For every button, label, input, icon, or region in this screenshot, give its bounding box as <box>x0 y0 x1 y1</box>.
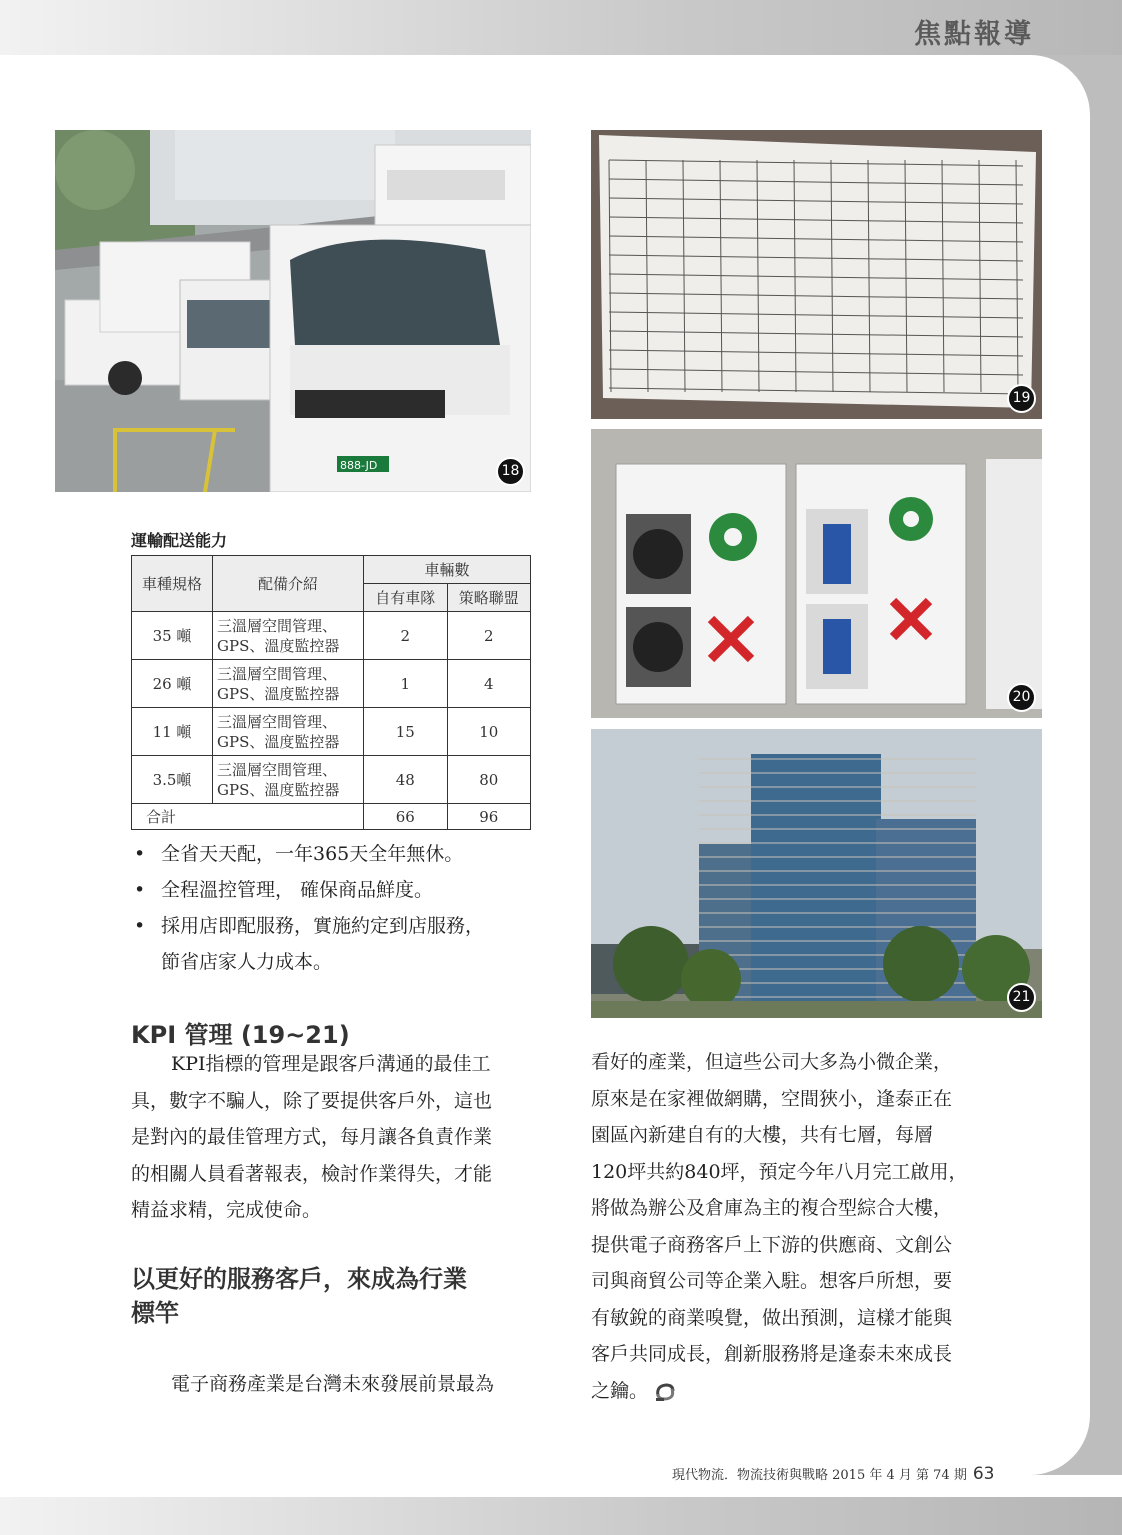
fleet-table <box>131 555 531 830</box>
footer-bar <box>0 1497 1122 1535</box>
text-line: 提供電子商務客戶上下游的供應商、文創公 <box>591 1233 953 1256</box>
header-equipment: 配備介紹 <box>213 556 364 612</box>
page-footer <box>672 1464 994 1484</box>
text-line: 電子商務產業是台灣未來發展前景最為 <box>171 1373 495 1395</box>
equipment-line: 三溫層空間管理、 <box>217 616 338 635</box>
cell-own: 48 <box>364 756 448 804</box>
cell-equipment <box>213 708 364 756</box>
text-line: 將做為辦公及倉庫為主的複合型綜合大樓， <box>591 1197 953 1219</box>
kpi-heading: KPI 管理 (19~21) <box>131 1021 350 1049</box>
cell-alliance: 80 <box>447 756 531 804</box>
text-line: 有敏銳的商業嗅覺，做出預測，這樣才能與 <box>591 1306 953 1329</box>
text-line: 司與商貿公司等企業入駐。想客戶所想，要 <box>591 1270 953 1292</box>
cell-spec: 35 噸 <box>132 612 213 660</box>
equipment-line: GPS、溫度監控器 <box>217 636 340 655</box>
equipment-line: GPS、溫度監控器 <box>217 780 340 799</box>
cell-total-alliance: 96 <box>447 804 531 830</box>
header-vehicle-count: 車輛數 <box>364 556 531 584</box>
text-line: 園區內新建自有的大樓，共有七層，每層 <box>591 1124 934 1146</box>
text-line: 120坪共約840坪，預定今年八月完工啟用， <box>591 1160 968 1183</box>
table-row <box>132 756 531 804</box>
cell-alliance: 2 <box>447 612 531 660</box>
cell-spec: 26 噸 <box>132 660 213 708</box>
text-line: 是對內的最佳管理方式，每月讓各負責作業 <box>131 1126 493 1148</box>
section-tag: 焦點報導 <box>914 19 1034 50</box>
cell-own: 15 <box>364 708 448 756</box>
photo-number-19: 19 <box>1007 384 1036 413</box>
service-heading-line: 以更好的服務客戶，來成為行業 <box>131 1265 467 1293</box>
photo-number-18: 18 <box>496 457 525 486</box>
cell-own: 2 <box>364 612 448 660</box>
cell-spec: 11 噸 <box>132 708 213 756</box>
header-spec: 車種規格 <box>132 556 213 612</box>
text-line: 客戶共同成長，創新服務將是逢泰未來成長 <box>591 1343 953 1365</box>
text-line: 的相關人員看著報表，檢討作業得失，才能 <box>131 1162 493 1185</box>
table-row <box>132 708 531 756</box>
header-alliance: 策略聯盟 <box>447 584 531 612</box>
bullet-item: • 全程溫控管理， 確保商品鮮度。 <box>131 872 541 908</box>
page-number: 63 <box>972 1464 995 1484</box>
photo-sop-posters <box>591 429 1042 718</box>
cell-spec: 3.5噸 <box>132 756 213 804</box>
equipment-line: 三溫層空間管理、 <box>217 712 338 731</box>
text-line: 看好的產業，但這些公司大多為小微企業， <box>591 1051 953 1073</box>
text-line: 原來是在家裡做網購，空間狹小，逢泰正在 <box>591 1087 953 1110</box>
photo-kpi-sheet <box>591 130 1042 419</box>
service-heading <box>131 1262 541 1330</box>
photo-number-21: 21 <box>1007 983 1036 1012</box>
table-row <box>132 660 531 708</box>
cell-equipment <box>213 660 364 708</box>
photo-new-building <box>591 729 1042 1018</box>
cell-total-label: 合計 <box>132 804 364 830</box>
cell-equipment <box>213 756 364 804</box>
cell-own: 1 <box>364 660 448 708</box>
cell-alliance: 10 <box>447 708 531 756</box>
cell-alliance: 4 <box>447 660 531 708</box>
cell-equipment <box>213 612 364 660</box>
footer-text: 現代物流．物流技術與戰略 2015 年 4 月 第 74 期 <box>672 1468 967 1483</box>
photo-number-20: 20 <box>1007 683 1036 712</box>
text-line: 之鑰。 <box>591 1379 649 1402</box>
table-title: 運輸配送能力 <box>131 531 228 550</box>
bullet-list <box>131 836 541 980</box>
bullet-item: • 採用店即配服務，實施約定到店服務， <box>131 908 541 944</box>
end-mark-icon <box>654 1382 676 1402</box>
service-intro <box>131 1366 541 1403</box>
text-line: KPI指標的管理是跟客戶溝通的最佳工 <box>171 1053 491 1075</box>
bullet-continuation: 節省店家人力成本。 <box>161 951 333 973</box>
cell-total-own: 66 <box>364 804 448 830</box>
table-row <box>132 612 531 660</box>
kpi-paragraph <box>131 1046 541 1229</box>
equipment-line: GPS、溫度監控器 <box>217 684 340 703</box>
photo-trucks <box>55 130 531 492</box>
text-line: 具，數字不騙人，除了要提供客戶外，這也 <box>131 1089 493 1112</box>
header-own-fleet: 自有車隊 <box>364 584 448 612</box>
bullet-item: • 全省天天配，一年365天全年無休。 <box>131 836 541 872</box>
equipment-line: 三溫層空間管理、 <box>217 760 338 779</box>
equipment-line: 三溫層空間管理、 <box>217 664 338 683</box>
right-column-paragraph <box>591 1044 1011 1409</box>
equipment-line: GPS、溫度監控器 <box>217 732 340 751</box>
service-heading-line: 標竿 <box>131 1299 179 1327</box>
table-total-row <box>132 804 531 830</box>
text-line-last <box>591 1373 1011 1410</box>
license-plate: 888-JD <box>340 459 378 472</box>
text-line: 精益求精，完成使命。 <box>131 1199 322 1221</box>
